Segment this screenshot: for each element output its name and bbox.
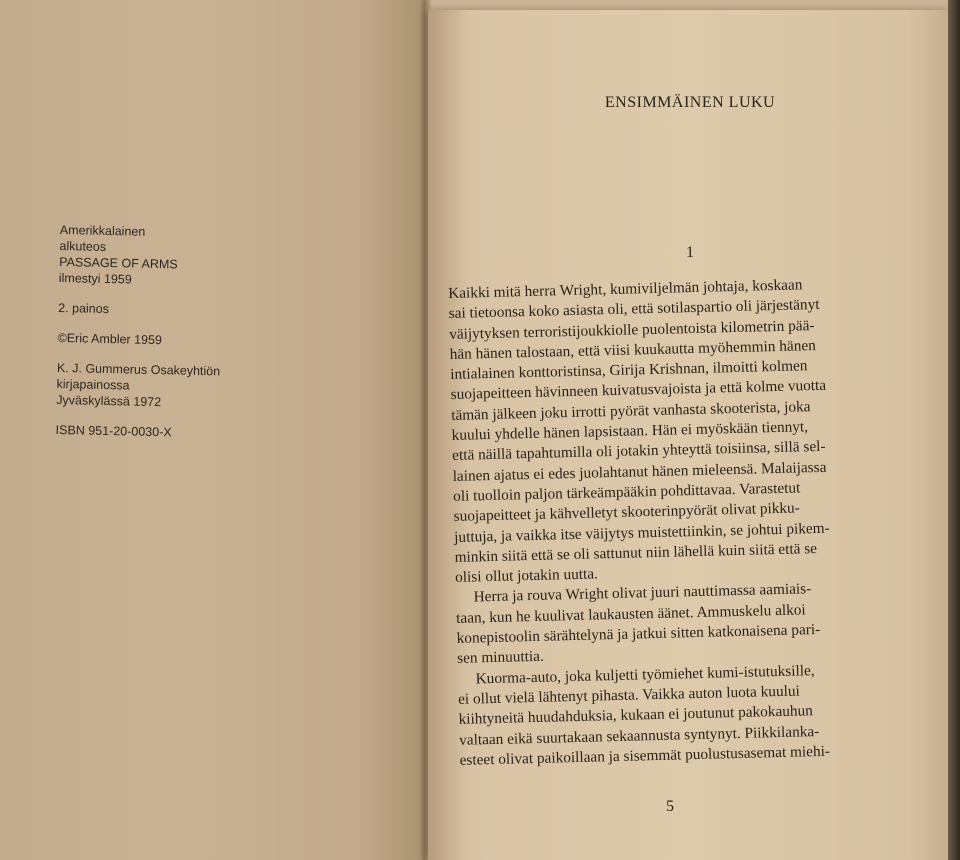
original-title-block <box>59 222 224 289</box>
text-line: esteet olivat paikoillaan ja sisemmät puolustusasemat miehi- <box>459 742 831 769</box>
text-line: juttuja, ja vaikka itse väijytys muistettiinkin, se johtui pikem- <box>453 519 830 546</box>
chapter-title: ENSIMMÄINEN LUKU <box>604 94 776 111</box>
imprint-line: Amerikkalainen <box>59 222 146 239</box>
imprint-line: Jyväskylässä 1972 <box>56 392 162 410</box>
text-line: Herra ja rouva Wright olivat juuri nauttimassa aamiais- <box>473 580 812 606</box>
edition-block <box>58 300 222 319</box>
text-line: tämän jälkeen joku irrotti pyörät vanhasta skooterista, joka <box>450 397 811 424</box>
text-line: olisi ollut jotakin uutta. <box>454 565 599 587</box>
text-line: ei ollut vielä lähtenyt pihasta. Vaikka auton luota kuului <box>457 682 800 708</box>
text-line: intialainen konttoristinsa, Girija Krishnan, ilmoitti kolmen <box>450 357 808 384</box>
imprint-line: ©Eric Ambler 1959 <box>57 330 163 348</box>
imprint-block <box>55 222 223 455</box>
imprint-line: K. J. Gummerus Osakeyhtiön <box>56 360 221 379</box>
imprint-line: 2. painos <box>58 300 110 317</box>
text-line: suojapeitteet ja kähvelletyt skooterinpyörät olivat pikku- <box>453 499 801 526</box>
text-line: lainen ajatus ei edes juolahtanut hänen mieleensä. Malaijassa <box>452 458 827 485</box>
body-text <box>448 273 902 771</box>
imprint-line: PASSAGE OF ARMS <box>59 254 178 272</box>
isbn-block <box>55 422 219 441</box>
text-line: sen minuuttia. <box>456 648 545 668</box>
text-line: hän hänen talostaan, että viisi kuukautta myöhemmin hänen <box>449 336 817 363</box>
text-line: että näillä tapahtumilla oli jotakin yhteyttä toisiinsa, sillä sel- <box>451 438 826 465</box>
text-line: kuului yhdelle hänen lapsistaan. Hän ei myöskään tiennyt, <box>451 418 809 445</box>
copyright-block <box>57 330 221 349</box>
text-line: Kuorma-auto, joka kuljetti työmiehet kumi-istutuksille, <box>475 661 815 688</box>
imprint-line: ISBN 951-20-0030-X <box>55 422 172 440</box>
text-line: suojapeitteen hävinneen kuivatusvajoista ja että kolme vuotta <box>450 377 827 404</box>
text-line: Kaikki mitä herra Wright, kumiviljelmän johtaja, koskaan <box>448 276 803 302</box>
text-line: valtaan eikä suurtakaan sekaannusta syntynyt. Piikkilanka- <box>458 722 820 749</box>
imprint-line: alkuteos <box>59 238 107 254</box>
page-edge-shadow <box>948 0 960 860</box>
text-line: väijytyksen terroristijoukkiolle puolentoista kilometrin pää- <box>449 316 815 343</box>
imprint-line: ilmestyi 1959 <box>58 270 132 287</box>
text-line: minkin siitä että se oli sattunut niin lähellä kuin siitä että se <box>454 539 818 566</box>
text-line: oli tuolloin paljon tärkeämpääkin pohdittavaa. Varastetut <box>452 479 801 505</box>
section-number: 1 <box>686 244 694 261</box>
text-line: taan, kun he kuulivat laukausten äänet. Ammuskelu alkoi <box>455 601 806 627</box>
imprint-line: kirjapainossa <box>56 376 130 393</box>
text-line: sai tietoonsa koko asiasta oli, että sotilaspartio oli järjestänyt <box>448 296 820 323</box>
printer-block <box>56 360 220 411</box>
text-line: konepistoolin särähtelynä ja jatkui sitten katkonaisena pari- <box>456 621 821 647</box>
text-line: kiihtyneitä huudahduksia, kukaan ei joutunut pakokauhun <box>458 702 814 729</box>
page-number: 5 <box>666 798 674 815</box>
